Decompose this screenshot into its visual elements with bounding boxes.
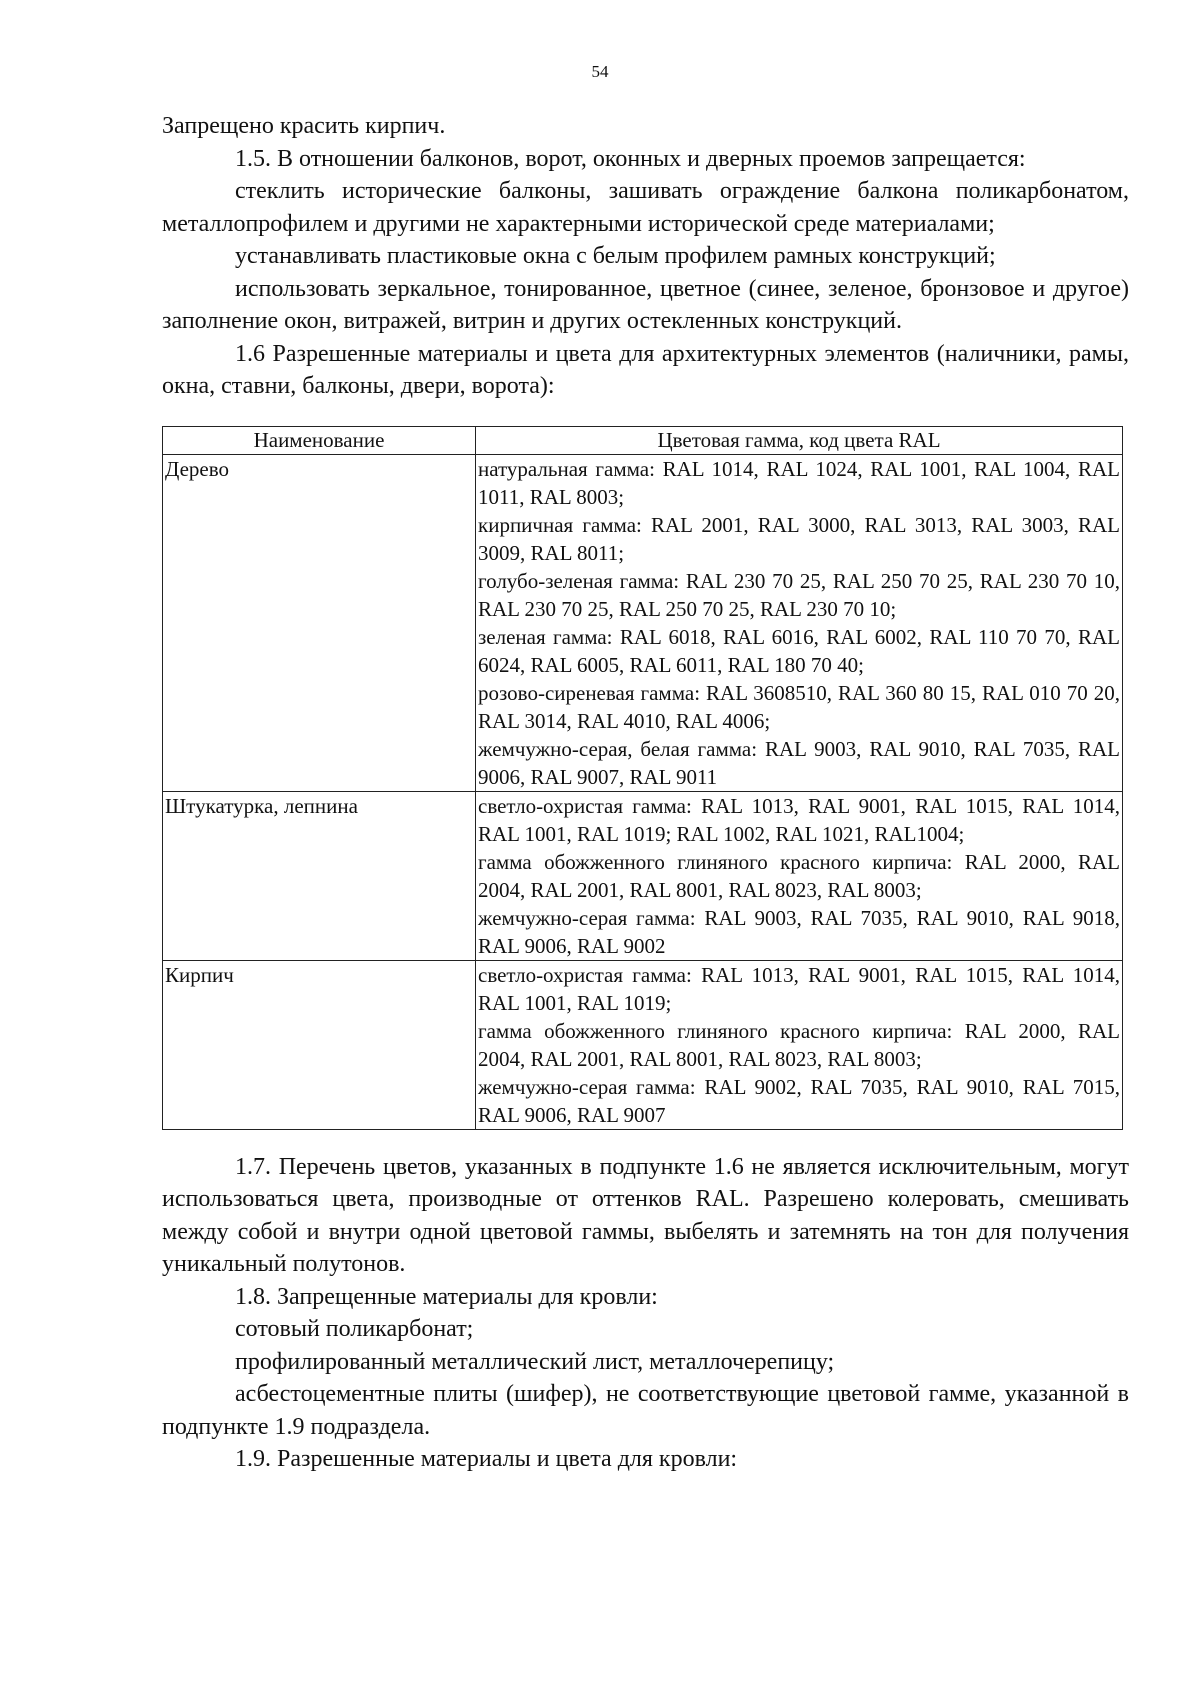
paragraphs-bottom bbox=[162, 1151, 1129, 1476]
table-row bbox=[163, 960, 1123, 1129]
table-header-row bbox=[163, 426, 1123, 454]
color-range: кирпичная гамма: RAL 2001, RAL 3000, RAL 3013, RAL 3003, RAL 3009, RAL 8011; bbox=[478, 512, 1120, 565]
color-range: розово-сиреневая гамма: RAL 3608510, RAL 360 80 15, RAL 010 70 20, RAL 3014, RAL 4010, RAL 4006; bbox=[478, 680, 1120, 733]
color-values bbox=[476, 960, 1123, 1129]
table-row bbox=[163, 791, 1123, 960]
material-name: Дерево bbox=[163, 454, 476, 791]
material-name: Штукатурка, лепнина bbox=[163, 791, 476, 960]
paragraph: устанавливать пластиковые окна с белым профилем рамных конструкций; bbox=[235, 243, 996, 269]
paragraph: профилированный металлический лист, металлочерепицу; bbox=[235, 1348, 835, 1375]
paragraph: 1.7. Перечень цветов, указанных в подпункте 1.6 не является исключительным, могут использоваться цвета, производные от оттенков RAL. Разрешено колеровать, смешивать между собой и внутри одной цветовой гаммы, выбелять и затемнять на тон для получения уникальный полутонов. bbox=[162, 1153, 1129, 1277]
paragraph: 1.6 Разрешенные материалы и цвета для архитектурных элементов (наличники, рамы, окна, ставни, балконы, двери, ворота): bbox=[162, 340, 1129, 399]
color-range: зеленая гамма: RAL 6018, RAL 6016, RAL 6002, RAL 110 70 70, RAL 6024, RAL 6005, RAL 6011, RAL 180 70 40; bbox=[478, 624, 1120, 677]
color-range: светло-охристая гамма: RAL 1013, RAL 9001, RAL 1015, RAL 1014, RAL 1001, RAL 1019; bbox=[478, 962, 1120, 1015]
table-row bbox=[163, 454, 1123, 791]
paragraphs-top bbox=[162, 110, 1129, 403]
document-body bbox=[162, 110, 1129, 1476]
color-range: гамма обожженного глиняного красного кирпича: RAL 2000, RAL 2004, RAL 2001, RAL 8001, RAL 8023, RAL 8003; bbox=[478, 849, 1120, 902]
color-range: жемчужно-серая гамма: RAL 9003, RAL 7035, RAL 9010, RAL 9018, RAL 9006, RAL 9002 bbox=[478, 905, 1120, 958]
column-header-colors: Цветовая гамма, код цвета RAL bbox=[476, 426, 1123, 454]
paragraph: использовать зеркальное, тонированное, цветное (синее, зеленое, бронзовое и другое) заполнение окон, витражей, витрин и других остекленных конструкций. bbox=[162, 275, 1129, 334]
color-values bbox=[476, 454, 1123, 791]
material-name: Кирпич bbox=[163, 960, 476, 1129]
page-number: 54 bbox=[591, 62, 609, 81]
color-range: светло-охристая гамма: RAL 1013, RAL 9001, RAL 1015, RAL 1014, RAL 1001, RAL 1019; RAL 1002, RAL 1021, RAL1004; bbox=[478, 793, 1120, 846]
color-range: жемчужно-серая, белая гамма: RAL 9003, RAL 9010, RAL 7035, RAL 9006, RAL 9007, RAL 9011 bbox=[478, 736, 1120, 789]
paragraph: стеклить исторические балконы, зашивать ограждение балкона поликарбонатом, металлопрофилем и другими не характерными исторической среде материалами; bbox=[162, 178, 1129, 237]
paragraph: 1.9. Разрешенные материалы и цвета для кровли: bbox=[235, 1446, 738, 1472]
paragraph: асбестоцементные плиты (шифер), не соответствующие цветовой гамме, указанной в подпункте 1.9 подраздела. bbox=[162, 1381, 1129, 1440]
color-range: натуральная гамма: RAL 1014, RAL 1024, RAL 1001, RAL 1004, RAL 1011, RAL 8003; bbox=[478, 456, 1120, 509]
ral-color-table bbox=[162, 426, 1123, 1130]
color-range: гамма обожженного глиняного красного кирпича: RAL 2000, RAL 2004, RAL 2001, RAL 8001, RAL 8023, RAL 8003; bbox=[478, 1018, 1120, 1071]
color-range: жемчужно-серая гамма: RAL 9002, RAL 7035, RAL 9010, RAL 7015, RAL 9006, RAL 9007 bbox=[478, 1074, 1120, 1127]
column-header-name: Наименование bbox=[163, 426, 476, 454]
paragraph: Запрещено красить кирпич. bbox=[162, 113, 446, 139]
paragraph: 1.8. Запрещенные материалы для кровли: bbox=[235, 1283, 658, 1310]
paragraph: 1.5. В отношении балконов, ворот, оконных и дверных проемов запрещается: bbox=[235, 145, 1026, 172]
paragraph: сотовый поликарбонат; bbox=[235, 1316, 474, 1342]
color-range: голубо-зеленая гамма: RAL 230 70 25, RAL 250 70 25, RAL 230 70 10, RAL 230 70 25, RAL 250 70 25, RAL 230 70 10; bbox=[478, 568, 1120, 621]
color-values bbox=[476, 791, 1123, 960]
